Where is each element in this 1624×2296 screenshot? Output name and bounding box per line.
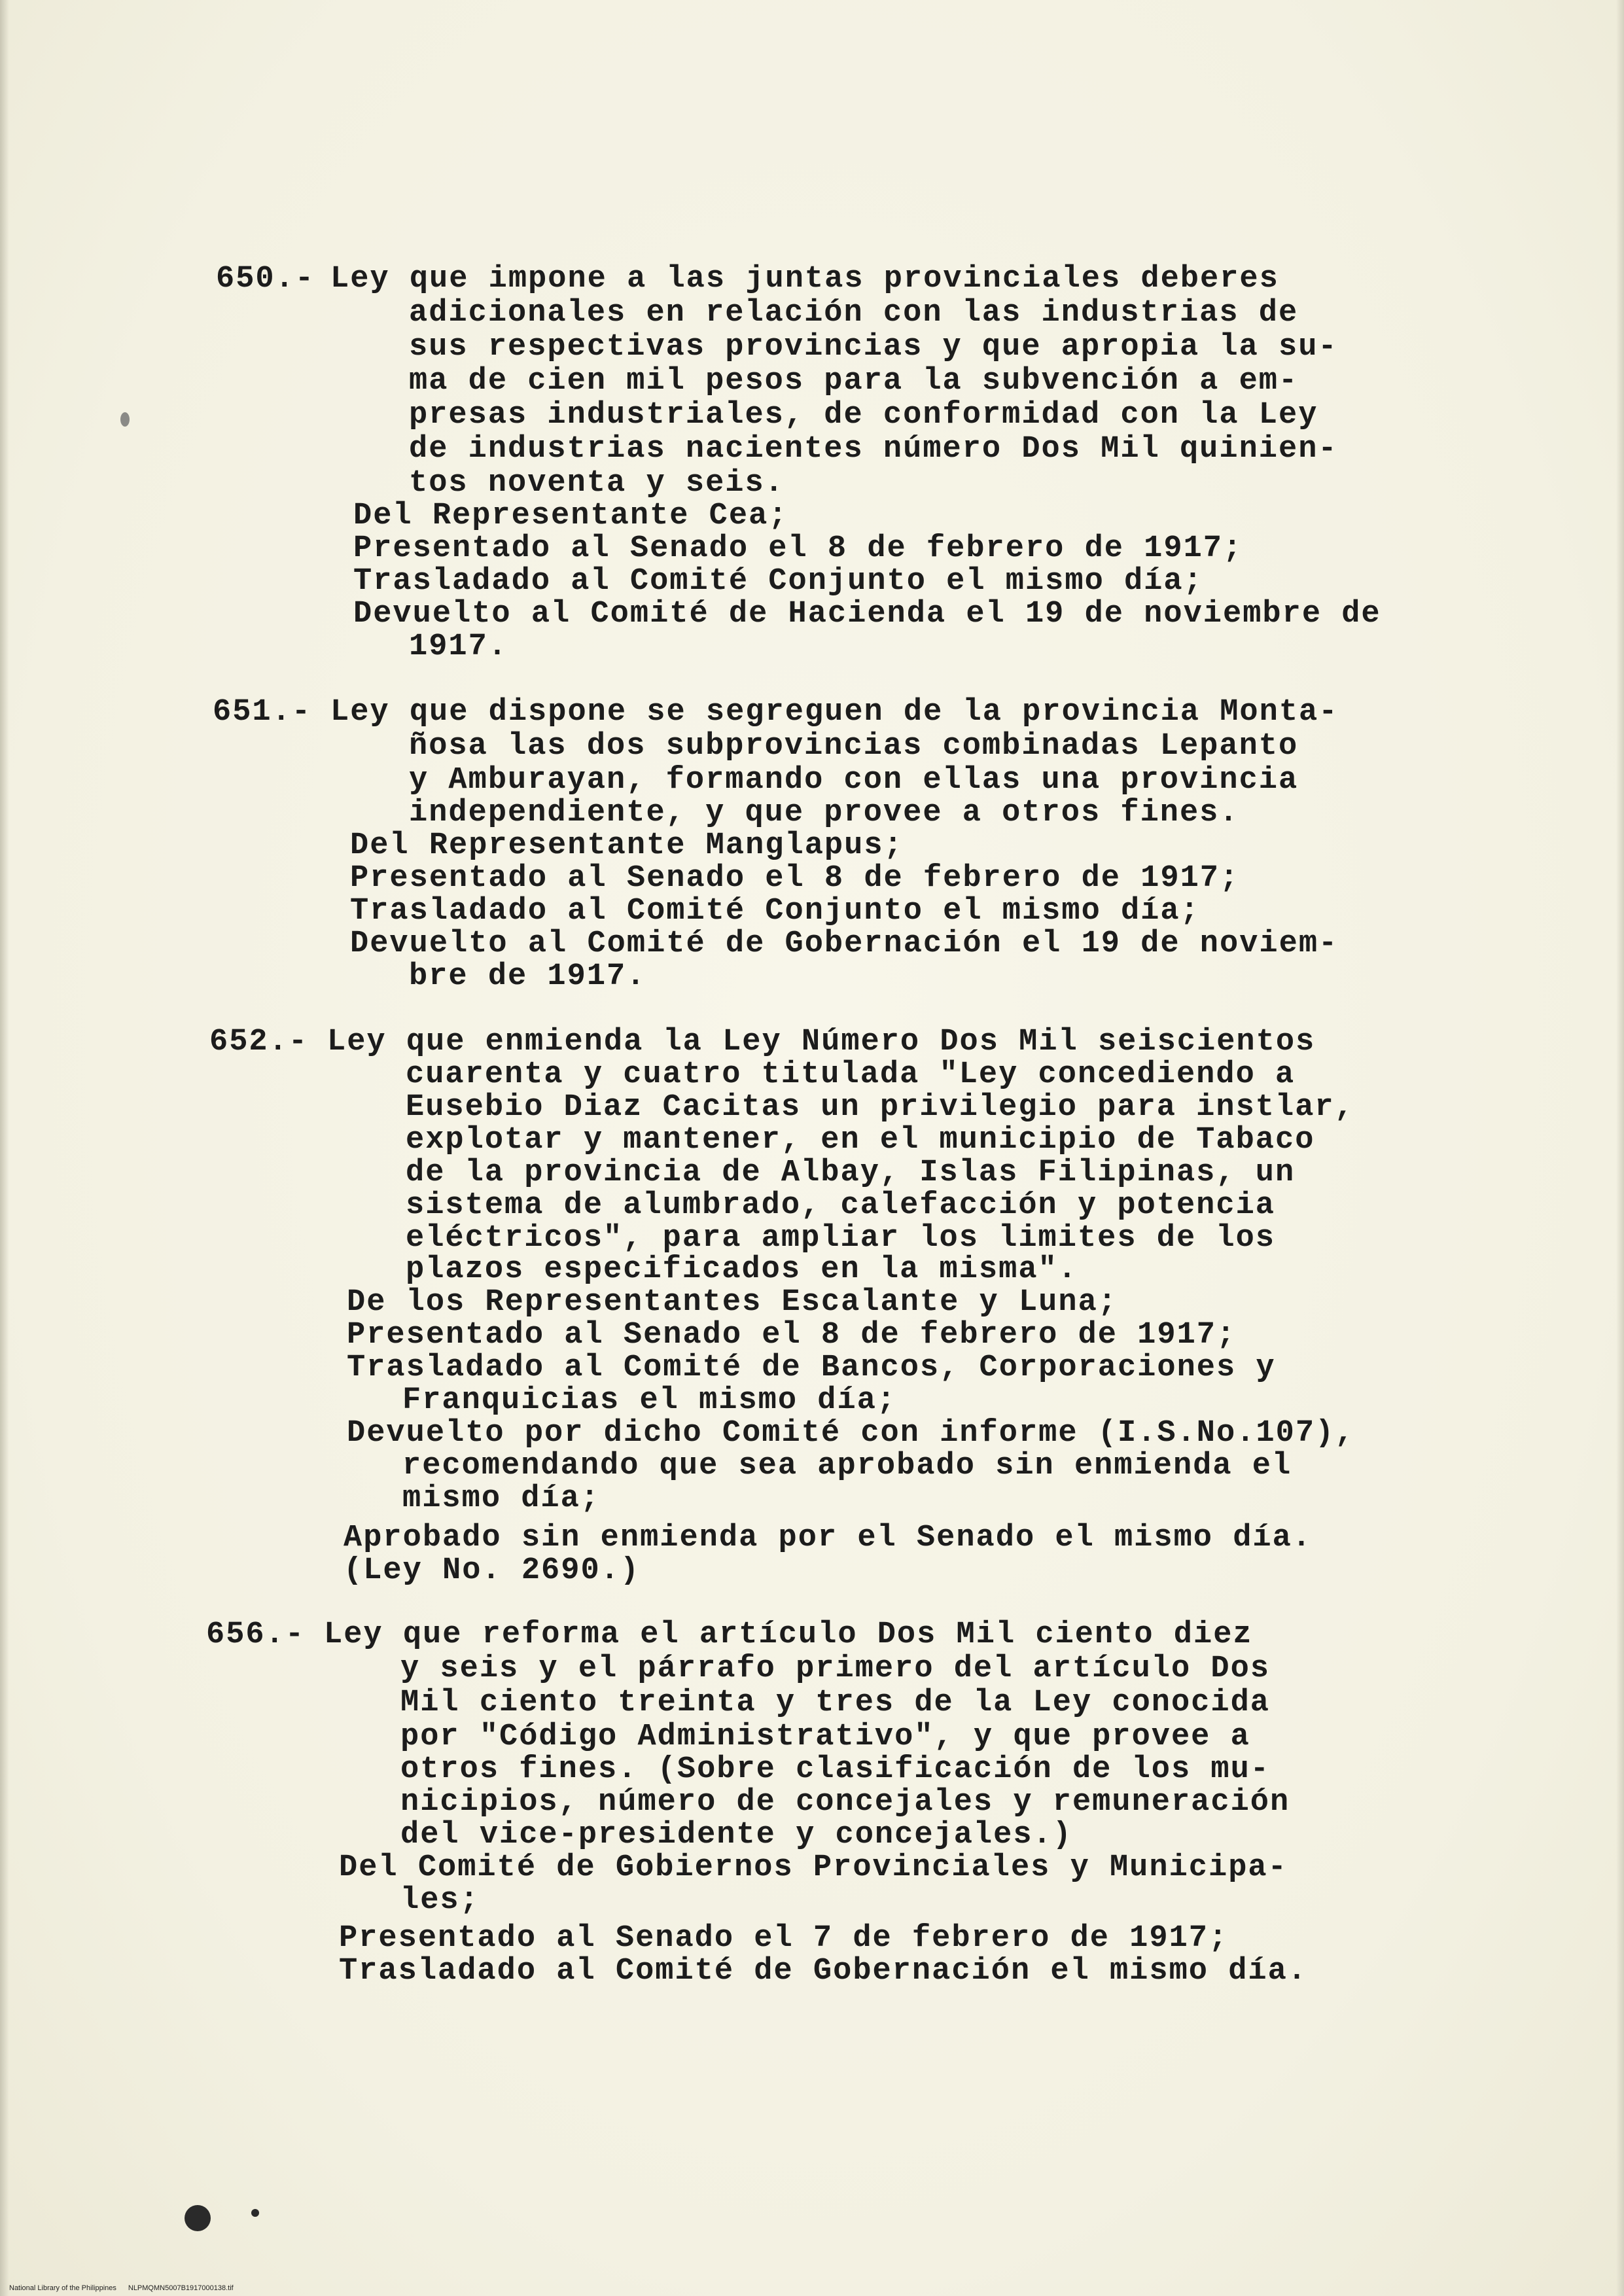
entry-line: y Amburayan, formando con ellas una provincia bbox=[409, 763, 1299, 798]
entry-line: Trasladado al Comité Conjunto el mismo día; bbox=[350, 894, 1200, 928]
entry-line: Presentado al Senado el 8 de febrero de 1917; bbox=[347, 1318, 1237, 1352]
entry-line: Trasladado al Comité de Gobernación el mismo día. bbox=[339, 1954, 1308, 1988]
entry-line: adicionales en relación con las industrias de bbox=[409, 296, 1299, 330]
entry-line: De los Representantes Escalante y Luna; bbox=[347, 1285, 1118, 1320]
ink-dot bbox=[185, 2205, 211, 2231]
entry-line: Ley que dispone se segreguen de la provincia Monta- bbox=[330, 695, 1339, 730]
entry-line: eléctricos", para ampliar los limites de los bbox=[406, 1221, 1276, 1256]
entry-line: Franquicias el mismo día; bbox=[402, 1383, 897, 1418]
entry-line: Ley que enmienda la Ley Número Dos Mil seiscientos bbox=[327, 1025, 1316, 1059]
entry-line: independiente, y que provee a otros fines. bbox=[409, 796, 1239, 830]
entry-line: recomendando que sea aprobado sin enmienda el bbox=[402, 1449, 1292, 1483]
entry-line: presas industriales, de conformidad con la Ley bbox=[409, 398, 1318, 433]
entry-line: Ley que impone a las juntas provinciales deberes bbox=[330, 262, 1279, 296]
bill-number: 652.- bbox=[209, 1025, 309, 1059]
entry-line: (Ley No. 2690.) bbox=[344, 1553, 641, 1588]
entry-line: Ley que reforma el artículo Dos Mil ciento diez bbox=[324, 1617, 1253, 1652]
entry-line: ma de cien mil pesos para la subvención a em- bbox=[409, 364, 1299, 398]
entry-line: tos noventa y seis. bbox=[409, 466, 785, 501]
entry-line: Del Comité de Gobiernos Provinciales y Municipa- bbox=[339, 1850, 1288, 1885]
entry-line: Devuelto al Comité de Gobernación el 19 de noviem- bbox=[350, 927, 1339, 961]
entry-line: otros fines. (Sobre clasificación de los mu- bbox=[400, 1752, 1271, 1787]
entry-line: Devuelto al Comité de Hacienda el 19 de noviembre de bbox=[353, 597, 1381, 631]
entry-line: Presentado al Senado el 8 de febrero de 1917; bbox=[353, 531, 1243, 566]
entry-line: de la provincia de Albay, Islas Filipinas, un bbox=[406, 1156, 1296, 1190]
entry-line: del vice-presidente y concejales.) bbox=[400, 1818, 1072, 1852]
bill-number: 656.- bbox=[206, 1617, 306, 1652]
entry-line: ñosa las dos subprovincias combinadas Lepanto bbox=[409, 729, 1299, 764]
entry-line: Presentado al Senado el 7 de febrero de 1917; bbox=[339, 1921, 1229, 1956]
entry-line: Devuelto por dicho Comité con informe (I.S.No.107), bbox=[347, 1416, 1355, 1451]
entry-line: nicipios, número de concejales y remuneración bbox=[400, 1785, 1290, 1820]
entry-line: Del Representante Cea; bbox=[353, 499, 788, 533]
entry-line: sistema de alumbrado, calefacción y potencia bbox=[406, 1188, 1276, 1223]
entry-line: Aprobado sin enmienda por el Senado el mismo día. bbox=[344, 1521, 1313, 1555]
entry-line: Eusebio Diaz Cacitas un privilegio para instlar, bbox=[406, 1090, 1354, 1125]
entry-line: mismo día; bbox=[402, 1481, 601, 1516]
entry-line: les; bbox=[400, 1883, 480, 1918]
footer-library: National Library of the Philippines bbox=[9, 2284, 116, 2292]
entry-line: Mil ciento treinta y tres de la Ley conocida bbox=[400, 1686, 1271, 1720]
entry-line: Trasladado al Comité de Bancos, Corporaciones y bbox=[347, 1351, 1276, 1385]
scan-edge-right bbox=[1616, 0, 1624, 2296]
entry-line: por "Código Administrativo", y que provee a bbox=[400, 1720, 1250, 1754]
bill-number: 651.- bbox=[213, 695, 312, 730]
entry-line: sus respectivas provincias y que apropia la su- bbox=[409, 330, 1338, 364]
scan-edge-left bbox=[0, 0, 9, 2296]
entry-line: y seis y el párrafo primero del artículo Dos bbox=[400, 1651, 1271, 1686]
entry-line: bre de 1917. bbox=[409, 959, 646, 994]
entry-line: de industrias nacientes número Dos Mil quinien- bbox=[409, 432, 1338, 467]
entry-line: plazos especificados en la misma". bbox=[406, 1252, 1078, 1287]
entry-line: 1917. bbox=[409, 629, 508, 664]
entry-line: Presentado al Senado el 8 de febrero de 1917; bbox=[350, 861, 1240, 896]
ink-dot-small bbox=[251, 2209, 259, 2217]
bill-number: 650.- bbox=[216, 262, 315, 296]
entry-line: explotar y mantener, en el municipio de Tabaco bbox=[406, 1123, 1315, 1157]
entry-line: cuarenta y cuatro titulada "Ley concediendo a bbox=[406, 1057, 1296, 1092]
entry-line: Del Representante Manglapus; bbox=[350, 828, 904, 863]
entry-line: Trasladado al Comité Conjunto el mismo día; bbox=[353, 564, 1203, 599]
scan-footer bbox=[9, 2284, 245, 2293]
footer-file-id: NLPMQMN5007B1917000138.tif bbox=[128, 2284, 234, 2292]
ink-smudge bbox=[120, 412, 130, 427]
